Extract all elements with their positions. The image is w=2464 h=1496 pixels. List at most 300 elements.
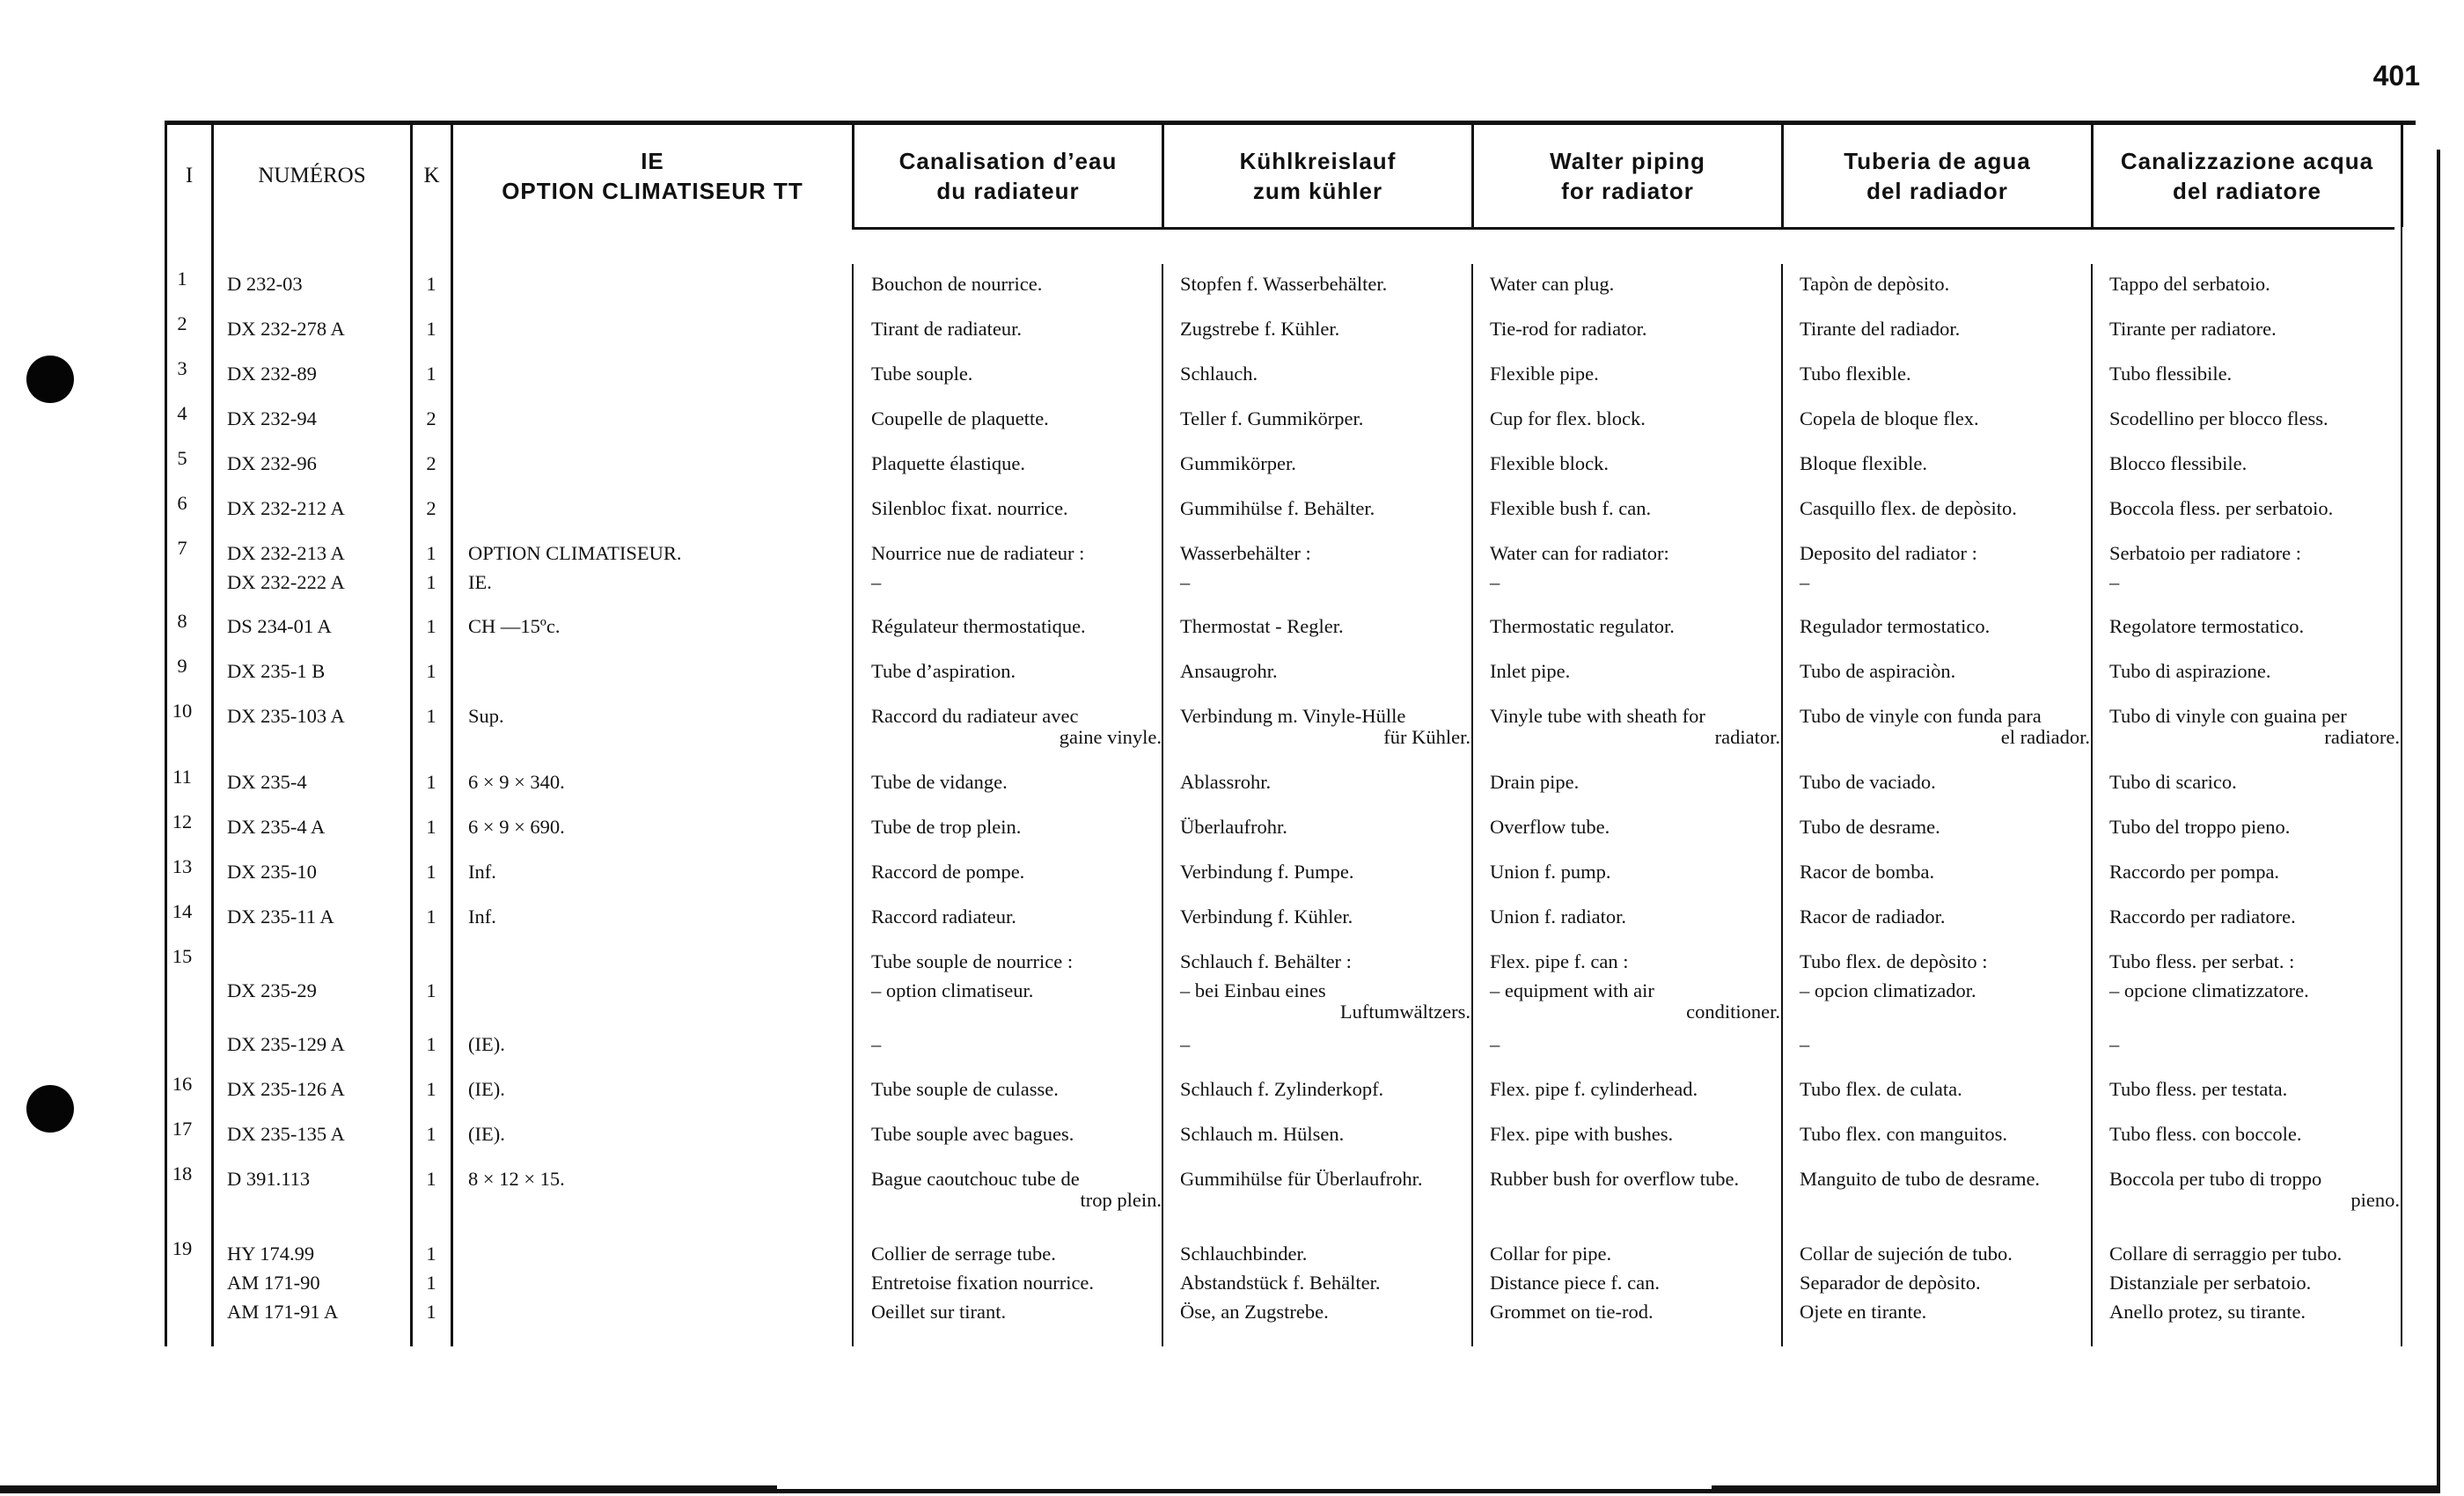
cell-i: 15 bbox=[172, 945, 193, 967]
cell-opt bbox=[468, 494, 847, 523]
cell-line: Raccordo per pompa. bbox=[2109, 861, 2280, 883]
header-option-line-1: IE bbox=[641, 148, 664, 174]
cell-line: Zugstrebe f. Kühler. bbox=[1180, 318, 1340, 340]
cell-line: – opcione climatizzatore. bbox=[2109, 979, 2309, 1001]
cell-en bbox=[1490, 1119, 1780, 1148]
cell-line: – bbox=[1800, 1033, 1810, 1055]
cell-i: 16 bbox=[172, 1073, 193, 1095]
cell-fr bbox=[871, 1239, 1162, 1326]
cell-line: CH —15ºc. bbox=[468, 615, 561, 637]
cell-num bbox=[227, 656, 407, 686]
header-col-english: Walter piping for radiator bbox=[1550, 148, 1705, 204]
cell-i: 2 bbox=[177, 312, 187, 334]
cell-en bbox=[1490, 812, 1780, 841]
cell-line: Tubo de vaciado. bbox=[1800, 771, 1936, 793]
cell-line: DX 235-4 A bbox=[227, 816, 326, 838]
cell-de bbox=[1180, 857, 1470, 886]
cell-line bbox=[468, 947, 847, 976]
cell-line: radiator. bbox=[1714, 726, 1780, 748]
cell-line: Copela de bloque flex. bbox=[1800, 407, 1979, 429]
header-option-line-2: OPTION CLIMATISEUR TT bbox=[502, 178, 803, 204]
cell-num bbox=[227, 1239, 407, 1326]
cell-line: – bbox=[871, 1033, 882, 1055]
cell-num bbox=[227, 701, 407, 730]
cell-line: Coupelle de plaquette. bbox=[871, 407, 1049, 429]
cell-line: Überlaufrohr. bbox=[1180, 816, 1287, 838]
cell-num bbox=[227, 494, 407, 523]
cell-line: Drain pipe. bbox=[1490, 771, 1580, 793]
cell-opt bbox=[468, 612, 847, 641]
cell-de bbox=[1180, 767, 1470, 796]
cell-en bbox=[1490, 656, 1780, 686]
cell-es bbox=[1800, 1119, 2090, 1148]
cell-num bbox=[227, 767, 407, 796]
cell-line: Régulateur thermostatique. bbox=[871, 615, 1086, 637]
cell-es bbox=[1800, 612, 2090, 641]
cell-line: Tirant de radiateur. bbox=[871, 318, 1023, 340]
cell-line: Raccord de pompe. bbox=[871, 861, 1025, 883]
cell-opt bbox=[468, 449, 847, 478]
cell-line: gaine vinyle. bbox=[1059, 726, 1162, 748]
cell-line: Racor de bomba. bbox=[1800, 861, 1935, 883]
header-col-french: Canalisation d’eau du radiateur bbox=[898, 148, 1118, 204]
cell-line: Sup. bbox=[468, 705, 504, 727]
cell-line: DX 235-129 A bbox=[227, 1033, 345, 1055]
cell-line: Ablassrohr. bbox=[1180, 771, 1272, 793]
cell-line: 1 bbox=[426, 542, 436, 564]
cell-num bbox=[227, 1119, 407, 1148]
cell-num bbox=[227, 1164, 407, 1193]
cell-opt bbox=[468, 1074, 847, 1104]
cell-fr bbox=[871, 449, 1162, 478]
cell-line: 2 bbox=[426, 407, 436, 429]
cell-en bbox=[1490, 359, 1780, 388]
cell-opt bbox=[468, 539, 847, 597]
cell-line: Manguito de tubo de desrame. bbox=[1800, 1168, 2041, 1190]
cell-line: Tube souple. bbox=[871, 363, 973, 385]
cell-line: Thermostatic regulator. bbox=[1490, 615, 1675, 637]
cell-es bbox=[1800, 857, 2090, 886]
cell-k bbox=[421, 612, 442, 641]
cell-en bbox=[1490, 857, 1780, 886]
cell-i: 8 bbox=[177, 610, 187, 632]
cell-es bbox=[1800, 902, 2090, 931]
cell-line: Anello protez, su tirante. bbox=[2109, 1301, 2306, 1323]
cell-es bbox=[1800, 812, 2090, 841]
cell-num bbox=[227, 1030, 407, 1059]
cell-line: Vinyle tube with sheath for bbox=[1490, 705, 1705, 727]
cell-line: (IE). bbox=[468, 1078, 505, 1100]
cell-line: 1 bbox=[426, 318, 436, 340]
cell-de bbox=[1180, 701, 1470, 752]
cell-line bbox=[468, 494, 847, 523]
cell-line: Thermostat - Regler. bbox=[1180, 615, 1344, 637]
cell-line: – opcion climatizador. bbox=[1800, 979, 1976, 1001]
cell-line: Gummihülse f. Behälter. bbox=[1180, 497, 1375, 519]
cell-line: Oeillet sur tirant. bbox=[871, 1301, 1007, 1323]
cell-line bbox=[468, 1239, 847, 1268]
cell-line bbox=[227, 947, 407, 976]
cell-line: Tirante per radiatore. bbox=[2109, 318, 2277, 340]
cell-es bbox=[1800, 1164, 2090, 1193]
cell-it bbox=[2109, 1030, 2400, 1059]
cell-es bbox=[1800, 404, 2090, 433]
cell-line: Tubo flex. de culata. bbox=[1800, 1078, 1962, 1100]
cell-line: Union f. pump. bbox=[1490, 861, 1611, 883]
cell-k bbox=[421, 314, 442, 343]
cell-it bbox=[2109, 701, 2400, 752]
cell-line: 1 bbox=[426, 363, 436, 385]
cell-en bbox=[1490, 269, 1780, 298]
cell-line: Öse, an Zugstrebe. bbox=[1180, 1301, 1329, 1323]
cell-es bbox=[1800, 314, 2090, 343]
cell-line: – bbox=[1490, 571, 1500, 593]
cell-line: pieno. bbox=[2350, 1189, 2400, 1211]
cell-i: 7 bbox=[177, 537, 187, 559]
cell-en bbox=[1490, 404, 1780, 433]
cell-k bbox=[421, 701, 442, 730]
cell-fr bbox=[871, 656, 1162, 686]
cell-k bbox=[421, 1239, 442, 1326]
cell-line: Schlauchbinder. bbox=[1180, 1243, 1308, 1265]
cell-line: (IE). bbox=[468, 1033, 505, 1055]
cell-k bbox=[421, 1074, 442, 1104]
cell-opt bbox=[468, 269, 847, 298]
cell-it bbox=[2109, 612, 2400, 641]
bottom-rule-left bbox=[0, 1485, 777, 1493]
cell-line: – option climatiseur. bbox=[871, 979, 1034, 1001]
cell-line: Tube souple avec bagues. bbox=[871, 1123, 1074, 1145]
page-number: 401 bbox=[2372, 60, 2420, 92]
cell-it bbox=[2109, 656, 2400, 686]
cell-num bbox=[227, 812, 407, 841]
cell-opt bbox=[468, 812, 847, 841]
cell-line: Rubber bush for overflow tube. bbox=[1490, 1168, 1740, 1190]
cell-fr bbox=[871, 1164, 1162, 1214]
cell-i: 14 bbox=[172, 900, 193, 922]
cell-en bbox=[1490, 767, 1780, 796]
cell-line: Tubo flessibile. bbox=[2109, 363, 2233, 385]
cell-fr bbox=[871, 494, 1162, 523]
cell-it bbox=[2109, 902, 2400, 931]
cell-k bbox=[421, 812, 442, 841]
cell-es bbox=[1800, 269, 2090, 298]
cell-it bbox=[2109, 449, 2400, 478]
cell-line: Flexible pipe. bbox=[1490, 363, 1599, 385]
cell-fr bbox=[871, 359, 1162, 388]
cell-es bbox=[1800, 947, 2090, 1005]
bottom-rule-right bbox=[1712, 1485, 2440, 1493]
cell-num bbox=[227, 404, 407, 433]
cell-de bbox=[1180, 404, 1470, 433]
cell-line: für Kühler. bbox=[1383, 726, 1470, 748]
cell-opt bbox=[468, 767, 847, 796]
cell-line: DX 235-103 A bbox=[227, 705, 345, 727]
cell-line: 1 bbox=[426, 771, 436, 793]
cell-line: Regolatore termostatico. bbox=[2109, 615, 2305, 637]
cell-line: Collare di serraggio per tubo. bbox=[2109, 1243, 2343, 1265]
cell-line: Union f. radiator. bbox=[1490, 906, 1626, 928]
cell-line: DX 235-4 bbox=[227, 771, 307, 793]
cell-line: Plaquette élastique. bbox=[871, 452, 1025, 474]
cell-line: Collar de sujeción de tubo. bbox=[1800, 1243, 2013, 1265]
cell-es bbox=[1800, 656, 2090, 686]
cell-line: Tapòn de depòsito. bbox=[1800, 273, 1950, 295]
cell-it bbox=[2109, 1164, 2400, 1214]
cell-line: Tubo de desrame. bbox=[1800, 816, 1940, 838]
cell-i: 4 bbox=[177, 402, 187, 424]
cell-line: DX 232-89 bbox=[227, 363, 317, 385]
cell-line: Overflow tube. bbox=[1490, 816, 1610, 838]
cell-line: – equipment with air bbox=[1490, 979, 1654, 1001]
cell-line: el radiador. bbox=[2000, 726, 2090, 748]
cell-it bbox=[2109, 947, 2400, 1005]
cell-opt bbox=[468, 359, 847, 388]
cell-line: IE. bbox=[468, 571, 492, 593]
header-col-k: K bbox=[423, 164, 440, 187]
cell-line: – bbox=[1180, 1033, 1191, 1055]
cell-line: – bbox=[1490, 1033, 1500, 1055]
cell-en bbox=[1490, 1074, 1780, 1104]
cell-fr bbox=[871, 314, 1162, 343]
cell-line: Regulador termostatico. bbox=[1800, 615, 1991, 637]
cell-es bbox=[1800, 449, 2090, 478]
cell-line: Flex. pipe with bushes. bbox=[1490, 1123, 1674, 1145]
cell-i: 13 bbox=[172, 855, 193, 877]
cell-en bbox=[1490, 701, 1780, 752]
cell-line: DX 235-1 B bbox=[227, 660, 326, 682]
cell-k bbox=[421, 1164, 442, 1193]
cell-line: DS 234-01 A bbox=[227, 615, 332, 637]
cell-de bbox=[1180, 314, 1470, 343]
cell-line bbox=[468, 976, 847, 1005]
page-right-edge bbox=[2437, 150, 2440, 1493]
cell-line: Tubo flexible. bbox=[1800, 363, 1911, 385]
cell-line: – bbox=[2109, 1033, 2120, 1055]
cell-line: Verbindung f. Kühler. bbox=[1180, 906, 1353, 928]
cell-es bbox=[1800, 1030, 2090, 1059]
cell-it bbox=[2109, 314, 2400, 343]
cell-line: conditioner. bbox=[1686, 1001, 1780, 1023]
cell-es bbox=[1800, 359, 2090, 388]
cell-en bbox=[1490, 1030, 1780, 1059]
cell-i: 19 bbox=[172, 1237, 193, 1259]
cell-num bbox=[227, 857, 407, 886]
cell-fr bbox=[871, 539, 1162, 597]
cell-k bbox=[421, 494, 442, 523]
cell-line: Tube souple de culasse. bbox=[871, 1078, 1059, 1100]
cell-line: Distance piece f. can. bbox=[1490, 1272, 1661, 1294]
cell-de bbox=[1180, 947, 1470, 1026]
cell-it bbox=[2109, 269, 2400, 298]
cell-en bbox=[1490, 539, 1780, 597]
cell-i: 10 bbox=[172, 700, 193, 722]
cell-line bbox=[468, 449, 847, 478]
cell-line: Distanziale per serbatoio. bbox=[2109, 1272, 2312, 1294]
cell-line: 1 bbox=[426, 1168, 436, 1190]
cell-k bbox=[421, 902, 442, 931]
cell-line: Ansaugrohr. bbox=[1180, 660, 1278, 682]
cell-k bbox=[421, 1119, 442, 1148]
cell-de bbox=[1180, 1119, 1470, 1148]
cell-i: 12 bbox=[172, 810, 193, 832]
cell-i: 6 bbox=[177, 492, 187, 514]
cell-line: 1 bbox=[426, 660, 436, 682]
cell-line: Water can for radiator: bbox=[1490, 542, 1669, 564]
cell-i: 18 bbox=[172, 1162, 193, 1184]
cell-it bbox=[2109, 1119, 2400, 1148]
cell-fr bbox=[871, 812, 1162, 841]
cell-line: Gummihülse für Überlaufrohr. bbox=[1180, 1168, 1423, 1190]
cell-opt bbox=[468, 404, 847, 433]
cell-opt bbox=[468, 656, 847, 686]
cell-line: 1 bbox=[426, 979, 436, 1001]
cell-de bbox=[1180, 1239, 1470, 1326]
cell-line: Boccola fless. per serbatoio. bbox=[2109, 497, 2334, 519]
cell-line: Raccord radiateur. bbox=[871, 906, 1016, 928]
bottom-rule-middle bbox=[777, 1489, 1712, 1493]
cell-line: Tube d’aspiration. bbox=[871, 660, 1016, 682]
cell-line: Blocco flessibile. bbox=[2109, 452, 2248, 474]
cell-line: Tube souple de nourrice : bbox=[871, 950, 1074, 972]
cell-en bbox=[1490, 314, 1780, 343]
cell-line: Wasserbehälter : bbox=[1180, 542, 1311, 564]
cell-de bbox=[1180, 359, 1470, 388]
cell-line: – bei Einbau eines bbox=[1180, 979, 1326, 1001]
cell-line: DX 235-11 A bbox=[227, 906, 334, 928]
cell-line: 1 bbox=[426, 705, 436, 727]
cell-it bbox=[2109, 1074, 2400, 1104]
cell-fr bbox=[871, 1030, 1162, 1059]
cell-de bbox=[1180, 1074, 1470, 1104]
cell-line: Raccord du radiateur avec bbox=[871, 705, 1079, 727]
cell-line: Teller f. Gummikörper. bbox=[1180, 407, 1364, 429]
header-col-numeros: NUMÉROS bbox=[258, 164, 366, 187]
cell-line: DX 232-213 A bbox=[227, 542, 345, 564]
cell-fr bbox=[871, 701, 1162, 752]
cell-de bbox=[1180, 449, 1470, 478]
cell-line: – bbox=[1180, 571, 1191, 593]
cell-i: 11 bbox=[172, 766, 192, 788]
cell-line: Scodellino per blocco fless. bbox=[2109, 407, 2328, 429]
cell-line: Bloque flexible. bbox=[1800, 452, 1927, 474]
cell-line bbox=[468, 656, 847, 686]
cell-line: DX 235-135 A bbox=[227, 1123, 345, 1145]
cell-de bbox=[1180, 902, 1470, 931]
cell-k bbox=[421, 269, 442, 298]
cell-opt bbox=[468, 701, 847, 730]
cell-line: Bouchon de nourrice. bbox=[871, 273, 1043, 295]
cell-it bbox=[2109, 1239, 2400, 1326]
cell-line: Separador de depòsito. bbox=[1800, 1272, 1981, 1294]
cell-line: Silenbloc fixat. nourrice. bbox=[871, 497, 1068, 519]
cell-en bbox=[1490, 947, 1780, 1026]
cell-line: HY 174.99 bbox=[227, 1243, 315, 1265]
header-col-german: Kühlkreislauf zum kühler bbox=[1239, 148, 1397, 204]
cell-opt bbox=[468, 1164, 847, 1193]
cell-line: Flex. pipe f. can : bbox=[1490, 950, 1629, 972]
cell-k bbox=[421, 539, 442, 597]
cell-line: Flexible block. bbox=[1490, 452, 1609, 474]
cell-i: 3 bbox=[177, 357, 187, 379]
cell-line: Entretoise fixation nourrice. bbox=[871, 1272, 1095, 1294]
cell-en bbox=[1490, 1164, 1780, 1193]
cell-es bbox=[1800, 539, 2090, 597]
cell-en bbox=[1490, 902, 1780, 931]
cell-line: Deposito del radiator : bbox=[1800, 542, 1977, 564]
cell-fr bbox=[871, 1074, 1162, 1104]
cell-de bbox=[1180, 1164, 1470, 1193]
cell-line: 1 bbox=[426, 906, 436, 928]
cell-line: Flexible bush f. can. bbox=[1490, 497, 1652, 519]
cell-line: – bbox=[1800, 571, 1810, 593]
cell-fr bbox=[871, 404, 1162, 433]
cell-es bbox=[1800, 701, 2090, 752]
cell-line: Cup for flex. block. bbox=[1490, 407, 1646, 429]
cell-es bbox=[1800, 1239, 2090, 1326]
cell-num bbox=[227, 314, 407, 343]
cell-line: 1 bbox=[426, 1033, 436, 1055]
cell-line: Stopfen f. Wasserbehälter. bbox=[1180, 273, 1388, 295]
cell-line: Bague caoutchouc tube de bbox=[871, 1168, 1080, 1190]
cell-num bbox=[227, 947, 407, 1005]
cell-opt bbox=[468, 1239, 847, 1326]
cell-it bbox=[2109, 494, 2400, 523]
cell-line: Ojete en tirante. bbox=[1800, 1301, 1927, 1323]
cell-k bbox=[421, 359, 442, 388]
cell-en bbox=[1490, 1239, 1780, 1326]
cell-it bbox=[2109, 539, 2400, 597]
cell-line: Tubo fless. con boccole. bbox=[2109, 1123, 2302, 1145]
cell-line: Water can plug. bbox=[1490, 273, 1615, 295]
cell-en bbox=[1490, 494, 1780, 523]
cell-line: Boccola per tubo di troppo bbox=[2109, 1168, 2322, 1190]
cell-line bbox=[421, 947, 442, 976]
cell-i: 9 bbox=[177, 655, 187, 677]
cell-line: 1 bbox=[426, 861, 436, 883]
cell-i: 17 bbox=[172, 1118, 193, 1140]
cell-fr bbox=[871, 947, 1162, 1005]
cell-line: Tube de trop plein. bbox=[871, 816, 1022, 838]
cell-line: DX 232-278 A bbox=[227, 318, 345, 340]
cell-i: 1 bbox=[177, 268, 187, 290]
cell-fr bbox=[871, 902, 1162, 931]
cell-line: DX 235-29 bbox=[227, 979, 317, 1001]
cell-line: radiatore. bbox=[2324, 726, 2400, 748]
cell-opt bbox=[468, 857, 847, 886]
cell-line: 8 × 12 × 15. bbox=[468, 1168, 565, 1190]
cell-k bbox=[421, 1030, 442, 1059]
cell-line: DX 232-96 bbox=[227, 452, 317, 474]
cell-num bbox=[227, 539, 407, 597]
cell-line: Schlauch m. Hülsen. bbox=[1180, 1123, 1345, 1145]
cell-num bbox=[227, 269, 407, 298]
cell-fr bbox=[871, 857, 1162, 886]
cell-de bbox=[1180, 494, 1470, 523]
cell-line: 1 bbox=[426, 571, 436, 593]
cell-de bbox=[1180, 656, 1470, 686]
cell-line: Tubo de vinyle con funda para bbox=[1800, 705, 2042, 727]
cell-line: Inf. bbox=[468, 861, 496, 883]
cell-line: Tirante del radiador. bbox=[1800, 318, 1961, 340]
cell-line bbox=[468, 314, 847, 343]
cell-line: Tubo de aspiraciòn. bbox=[1800, 660, 1956, 682]
cell-line: 2 bbox=[426, 497, 436, 519]
cell-line: – bbox=[871, 571, 882, 593]
cell-fr bbox=[871, 767, 1162, 796]
cell-line: Tubo di vinyle con guaina per bbox=[2109, 705, 2347, 727]
cell-line: Tappo del serbatoio. bbox=[2109, 273, 2270, 295]
